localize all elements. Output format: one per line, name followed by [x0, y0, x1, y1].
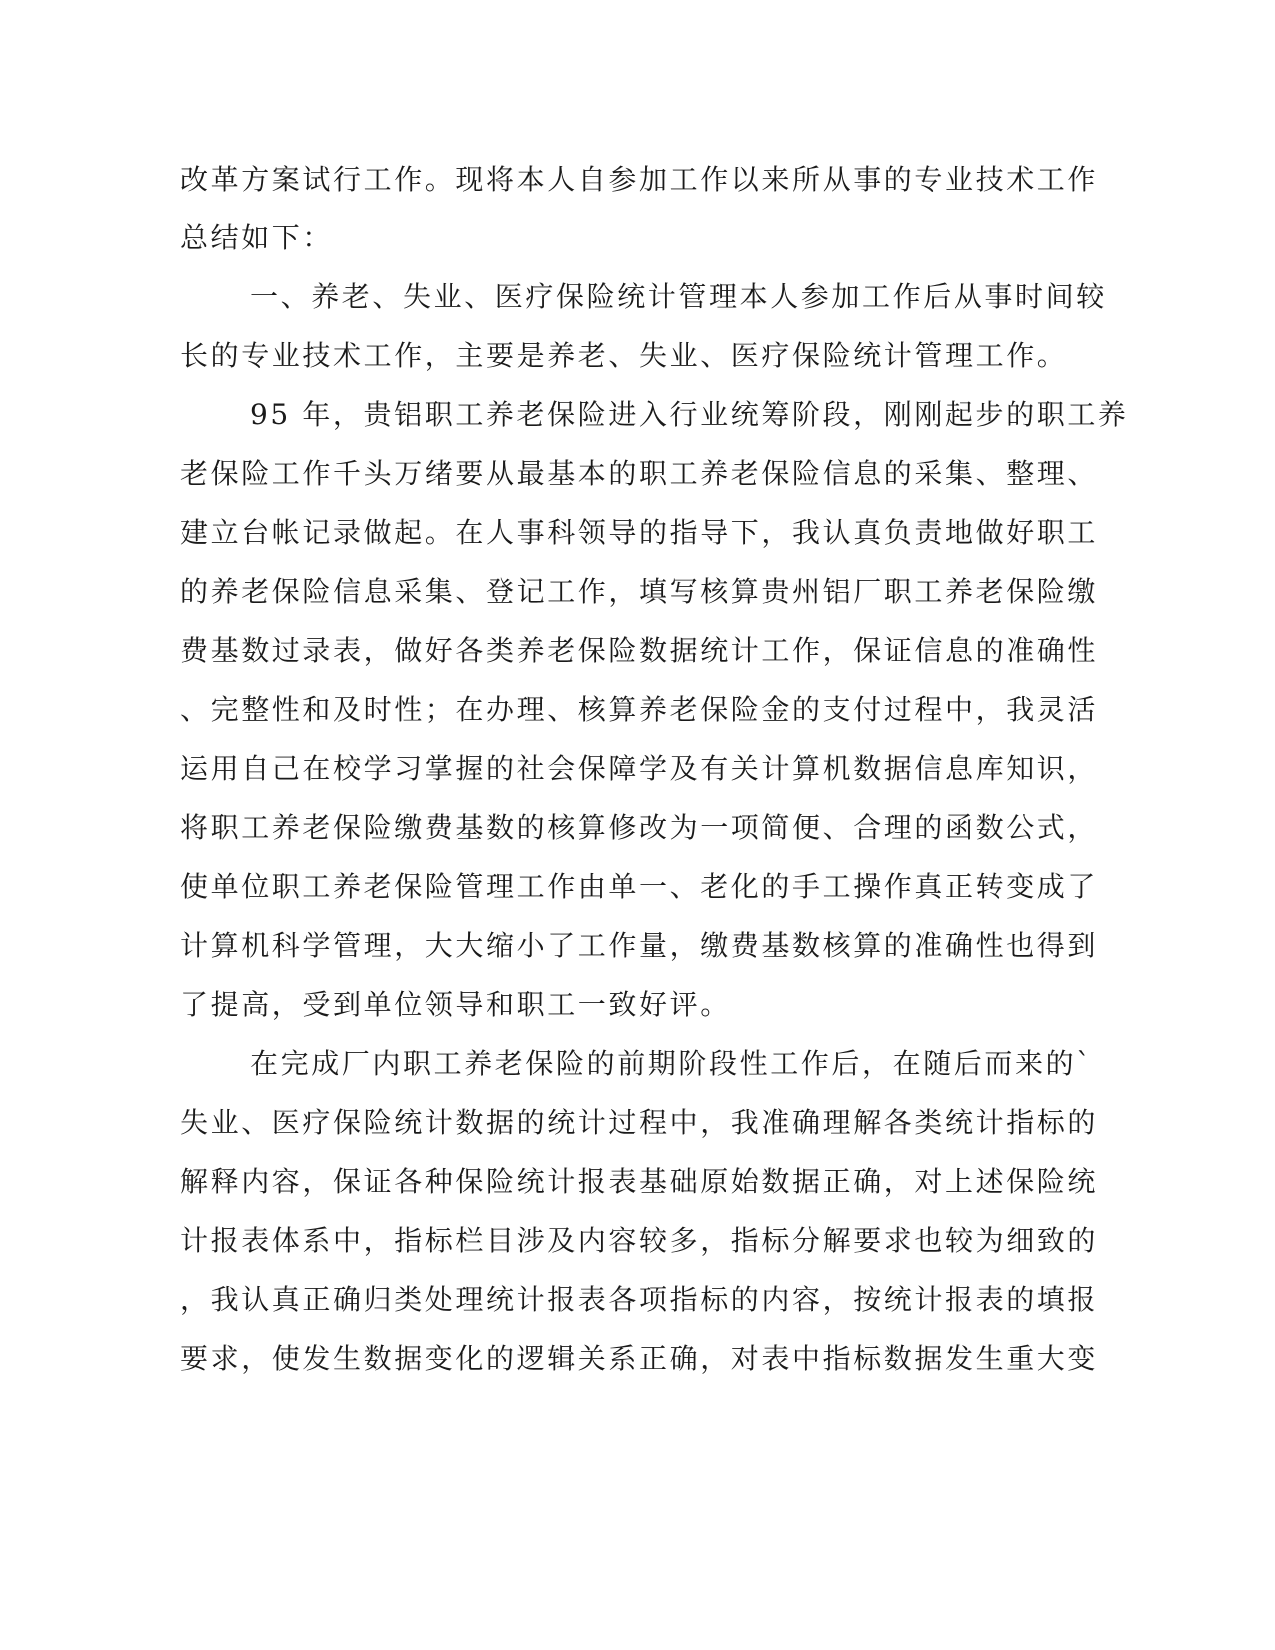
text-line-6: 老保险工作千头万绪要从最基本的职工养老保险信息的采集、整理、 — [180, 457, 1099, 490]
text-line-12: 将职工养老保险缴费基数的核算修改为一项简便、合理的函数公式， — [180, 811, 1099, 844]
text-line-9: 费基数过录表，做好各类养老保险数据统计工作，保证信息的准确性 — [180, 634, 1099, 667]
text-line-15: 了提高，受到单位领导和职工一致好评。 — [180, 988, 731, 1021]
text-line-3: 一、养老、失业、医疗保险统计管理本人参加工作后从事时间较 — [250, 280, 1107, 313]
text-line-8: 的养老保险信息采集、登记工作，填写核算贵州铝厂职工养老保险缴 — [180, 575, 1099, 608]
text-line-10: 、完整性和及时性；在办理、核算养老保险金的支付过程中，我灵活 — [180, 693, 1099, 726]
text-line-5: 95 年，贵铝职工养老保险进入行业统筹阶段，刚刚起步的职工养 — [250, 398, 1129, 431]
text-line-1: 改革方案试行工作。现将本人自参加工作以来所从事的专业技术工作 — [180, 163, 1099, 196]
text-line-14: 计算机科学管理，大大缩小了工作量，缴费基数核算的准确性也得到 — [180, 929, 1099, 962]
text-line-11: 运用自己在校学习掌握的社会保障学及有关计算机数据信息库知识， — [180, 752, 1099, 785]
text-line-16: 在完成厂内职工养老保险的前期阶段性工作后，在随后而来的` — [250, 1047, 1093, 1080]
text-line-4: 长的专业技术工作，主要是养老、失业、医疗保险统计管理工作。 — [180, 339, 1068, 372]
text-line-20: ，我认真正确归类处理统计报表各项指标的内容，按统计报表的填报 — [180, 1283, 1099, 1316]
text-line-2: 总结如下： — [180, 221, 334, 254]
text-line-21: 要求，使发生数据变化的逻辑关系正确，对表中指标数据发生重大变 — [180, 1342, 1099, 1375]
text-line-18: 解释内容，保证各种保险统计报表基础原始数据正确，对上述保险统 — [180, 1165, 1099, 1198]
text-line-7: 建立台帐记录做起。在人事科领导的指导下，我认真负责地做好职工 — [180, 516, 1099, 549]
text-line-13: 使单位职工养老保险管理工作由单一、老化的手工操作真正转变成了 — [180, 870, 1099, 903]
text-line-17: 失业、医疗保险统计数据的统计过程中，我准确理解各类统计指标的 — [180, 1106, 1099, 1139]
text-line-19: 计报表体系中，指标栏目涉及内容较多，指标分解要求也较为细致的 — [180, 1224, 1099, 1257]
